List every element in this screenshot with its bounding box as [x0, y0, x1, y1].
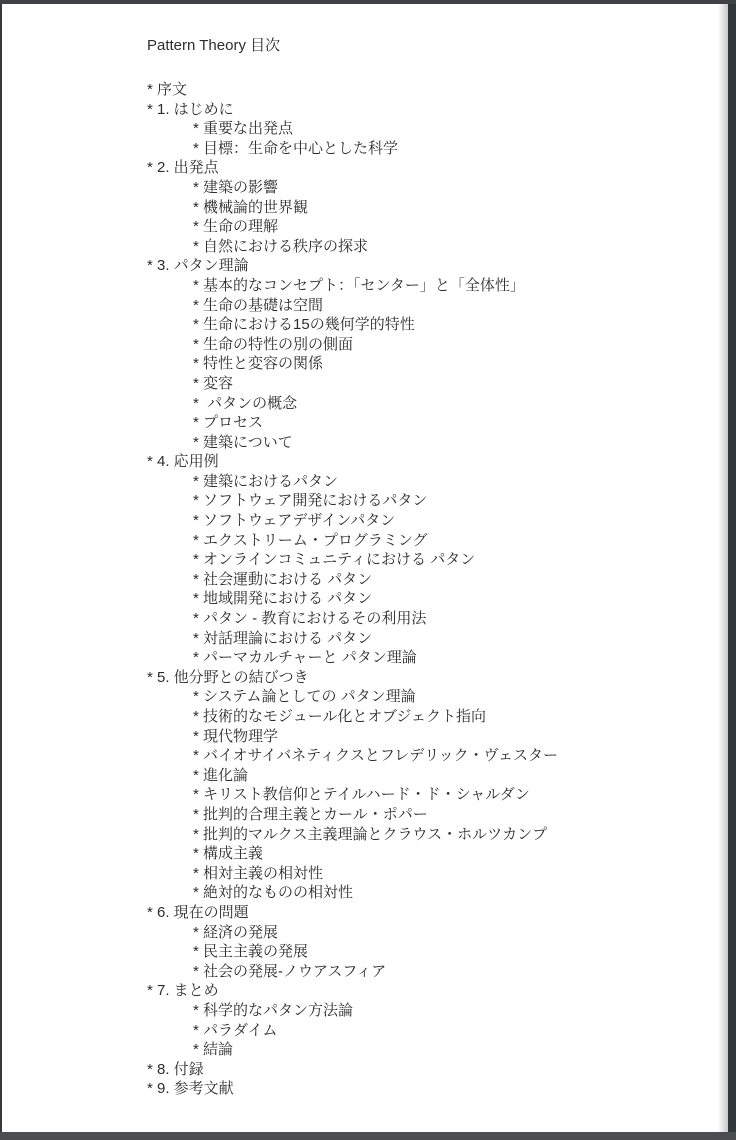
toc-line: * エクストリーム・プログラミング: [193, 531, 428, 549]
window-border-right: [728, 0, 736, 1140]
toc-line: * 序文: [147, 81, 188, 98]
toc-line: * ソフトウェア開発におけるパタン: [193, 492, 428, 510]
toc-line: * 目標：生命を中心とした科学: [193, 139, 399, 157]
toc-line: * 生命の理解: [193, 218, 279, 236]
toc-line: * 建築におけるパタン: [193, 472, 339, 490]
toc-line: * 批判的合理主義とカール・ポパー: [193, 805, 428, 823]
toc-line: * 5. 他分野との結びつき: [147, 668, 309, 686]
window-border-left: [0, 0, 2, 1140]
toc-line: * 基本的なコンセプト：「センター」と「全体性」: [193, 276, 525, 294]
toc-line: * 変容: [193, 374, 234, 392]
toc-line: * 社会の発展-ノウアスフィア: [193, 962, 387, 980]
window-border-bottom: [0, 1132, 736, 1140]
toc-line: * 社会運動における パタン: [193, 570, 373, 588]
toc-line: * 重要な出発点: [193, 120, 294, 138]
toc-line: * 生命の特性の別の側面: [193, 335, 354, 353]
toc-line: * 生命における15の幾何学的特性: [193, 316, 415, 334]
toc-line: * 2. 出発点: [147, 159, 219, 177]
window-border-top: [0, 0, 736, 4]
toc-line: * 自然における秩序の探求: [193, 237, 369, 255]
toc-line: * 批判的マルクス主義理論とクラウス・ホルツカンプ: [193, 825, 548, 843]
toc-line: * バイオサイバネティクスとフレデリック・ヴェスター: [193, 747, 559, 765]
toc-line: * 3. パタン理論: [147, 257, 249, 275]
toc-line: * 対話理論における パタン: [193, 629, 373, 647]
toc-line: * 経済の発展: [193, 923, 279, 941]
document-title: Pattern Theory 目次: [147, 37, 281, 54]
toc-line: * 民主主義の発展: [193, 943, 309, 961]
toc-line: * パラダイム: [193, 1021, 278, 1039]
toc-line: * オンラインコミュニティにおける パタン: [193, 551, 476, 569]
toc-line: * パーマカルチャーと パタン理論: [193, 649, 417, 667]
toc-line: * 生命の基礎は空間: [193, 296, 324, 314]
toc-line: * 1. はじめに: [147, 100, 234, 118]
toc-line: * 特性と変容の関係: [193, 355, 324, 373]
toc-line: * キリスト教信仰とテイルハード・ド・シャルダン: [193, 786, 530, 804]
toc-line: * プロセス: [193, 414, 264, 432]
toc-line: * 進化論: [193, 766, 249, 784]
toc-line: * システム論としての パタン理論: [193, 688, 416, 706]
toc-line: * 機械論的世界観: [193, 198, 309, 216]
toc-line: * 現代物理学: [193, 727, 279, 745]
toc-line: * 7. まとめ: [147, 982, 219, 1000]
page-edge-shadow: [718, 0, 728, 1140]
table-of-contents: [147, 80, 706, 1099]
toc-line: * 構成主義: [193, 845, 264, 863]
toc-line: * 絶対的なものの相対性: [193, 884, 354, 902]
toc-line: * 4. 応用例: [147, 453, 219, 471]
toc-line: * ソフトウェアデザインパタン: [193, 512, 396, 530]
toc-line: * 結論: [193, 1041, 234, 1059]
toc-line: * 技術的なモジュール化とオブジェクト指向: [193, 708, 487, 725]
toc-line: * 建築の影響: [193, 178, 279, 196]
toc-line: * 科学的なパタン方法論: [193, 1001, 354, 1019]
toc-line: * 9. 参考文献: [147, 1080, 234, 1098]
toc-line: * 相対主義の相対性: [193, 864, 324, 882]
document-page: [147, 36, 706, 1099]
toc-line: * パタン - 教育におけるその利用法: [193, 610, 427, 628]
toc-line: * 6. 現在の問題: [147, 903, 249, 921]
toc-line: * パタンの概念: [193, 394, 298, 412]
toc-line: * 地域開発における パタン: [193, 590, 373, 608]
toc-line: * 8. 付録: [147, 1060, 204, 1078]
toc-line: * 建築について: [193, 433, 293, 451]
